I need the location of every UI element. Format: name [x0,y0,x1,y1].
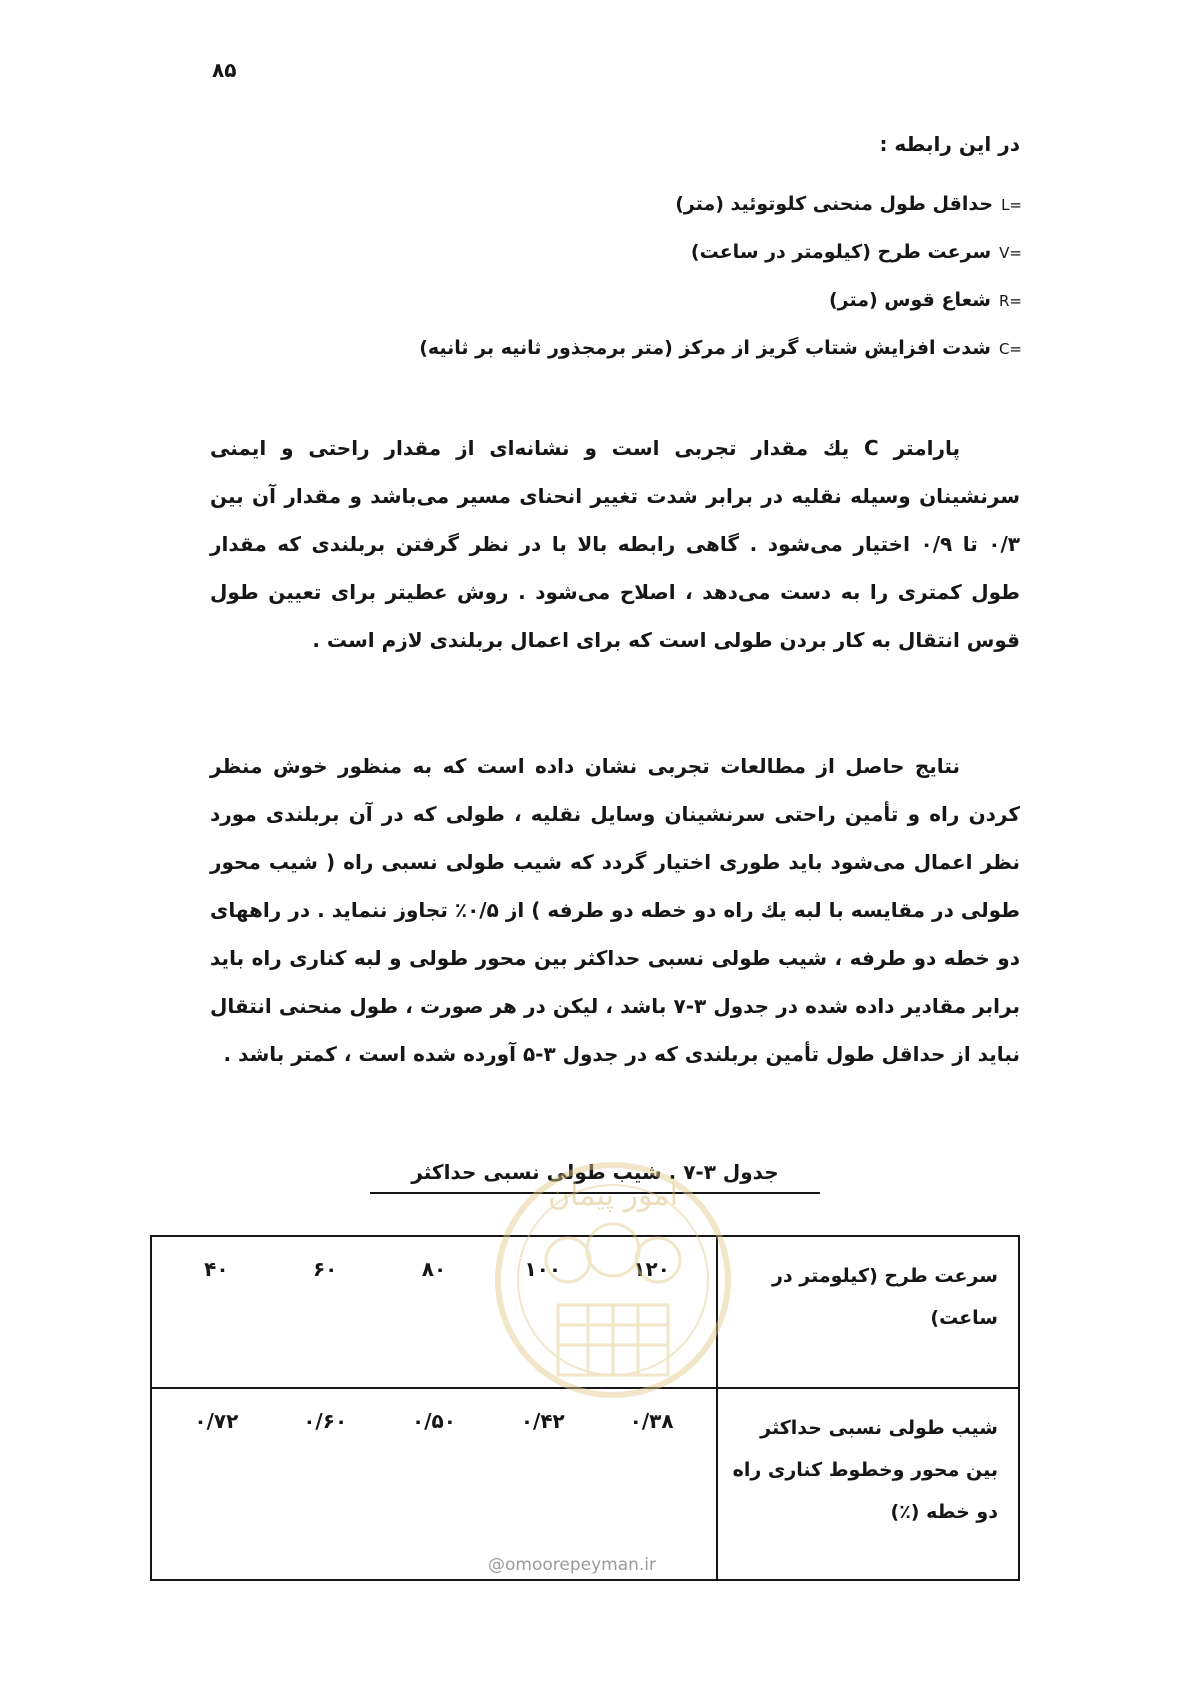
table-cell: ۱۰۰ [524,1257,562,1281]
definition-text: حداقل طول منحنی کلوتوئید (متر) [675,193,994,215]
max-relative-slope-table [150,1235,1020,1581]
definition-text: شدت افزایش شتاب گریز از مرکز (متر برمجذور ثانیه بر ثانیه) [419,337,991,359]
definition-list [419,180,1022,372]
row-header: شیب طولی نسبی حداکثر بین محور وخطوط کناری راه دو خطه (٪) [717,1388,1019,1580]
row-header: سرعت طرح (کیلومتر در ساعت) [717,1236,1019,1388]
table-cell: ۰/۷۲ [194,1409,239,1433]
watermark-site: @omoorepeyman.ir [488,1555,657,1575]
table-cell: ۰/۴۲ [520,1409,565,1433]
row-values [151,1236,717,1388]
table-row [151,1388,1019,1580]
definition-item [419,324,1022,372]
definition-symbol: C= [998,340,1022,358]
definition-symbol: L= [1001,196,1022,214]
table-cell: ۰/۶۰ [303,1409,348,1433]
table-cell: ۸۰ [421,1257,447,1281]
row-values [151,1388,717,1580]
definition-item [419,276,1022,324]
intro-line: در این رابطه : [879,132,1020,156]
definition-symbol: R= [998,292,1022,310]
definition-text: شعاع قوس (متر) [828,289,991,311]
definition-item [419,228,1022,276]
table-cell: ۱۲۰ [633,1257,670,1281]
definition-item [419,180,1022,228]
table-cell: ۰/۵۰ [412,1409,456,1433]
table-caption: جدول ۳-۷ . شیب طولی نسبی حداکثر [370,1160,820,1194]
body-paragraph: پارامتر C یك مقدار تجربی است و نشانه‌ای از مقدار راحتی و ایمنی سرنشینان وسیله نقلیه در برابر شدت تغییر انحنای مسیر می‌باشد و مقدار آن بین ۰/۳ تا ۰/۹ اختیار می‌شود . گاهی رابطه بالا با در نظر گرفتن بربلندی که مقدار طول کمتری را به دست می‌دهد ، اصلاح می‌شود . روش عطیتر برای تعیین طول قوس انتقال به کار بردن طولی است که برای اعمال بربلندی لازم است . [210,436,1020,652]
table-cell: ۰/۳۸ [629,1409,674,1433]
table-cell: ۴۰ [204,1257,229,1281]
table-cell: ۶۰ [312,1257,338,1281]
page-number: ۸۵ [212,58,237,82]
definition-text: سرعت طرح (کیلومتر در ساعت) [690,241,992,263]
body-paragraph: نتایج حاصل از مطالعات تجربی نشان داده است که به منظور خوش منظر کردن راه و تأمین راحتی سرنشینان وسایل نقلیه ، طولی که در آن بربلندی مورد نظر اعمال می‌شود باید طوری اختیار گردد که شیب طولی نسبی راه ( شیب محور طولی در مقایسه با لبه یك راه دو خطه دو طرفه ) از ۰/۵٪ تجاوز ننماید . در راههای دو خطه دو طرفه ، شیب طولی نسبی حداکثر بین محور طولی و لبه کناری راه باید برابر مقادیر داده شده در جدول ۳-۷ باشد ، لیکن در هر صورت ، طول منحنی انتقال نباید از حداقل طول تأمین بربلندی که در جدول ۳-۵ آورده شده است ، کمتر باشد . [210,754,1020,1066]
table-row [151,1236,1019,1388]
definition-symbol: V= [999,244,1022,262]
watermark-logo-text: امور پیمان [548,1178,678,1213]
